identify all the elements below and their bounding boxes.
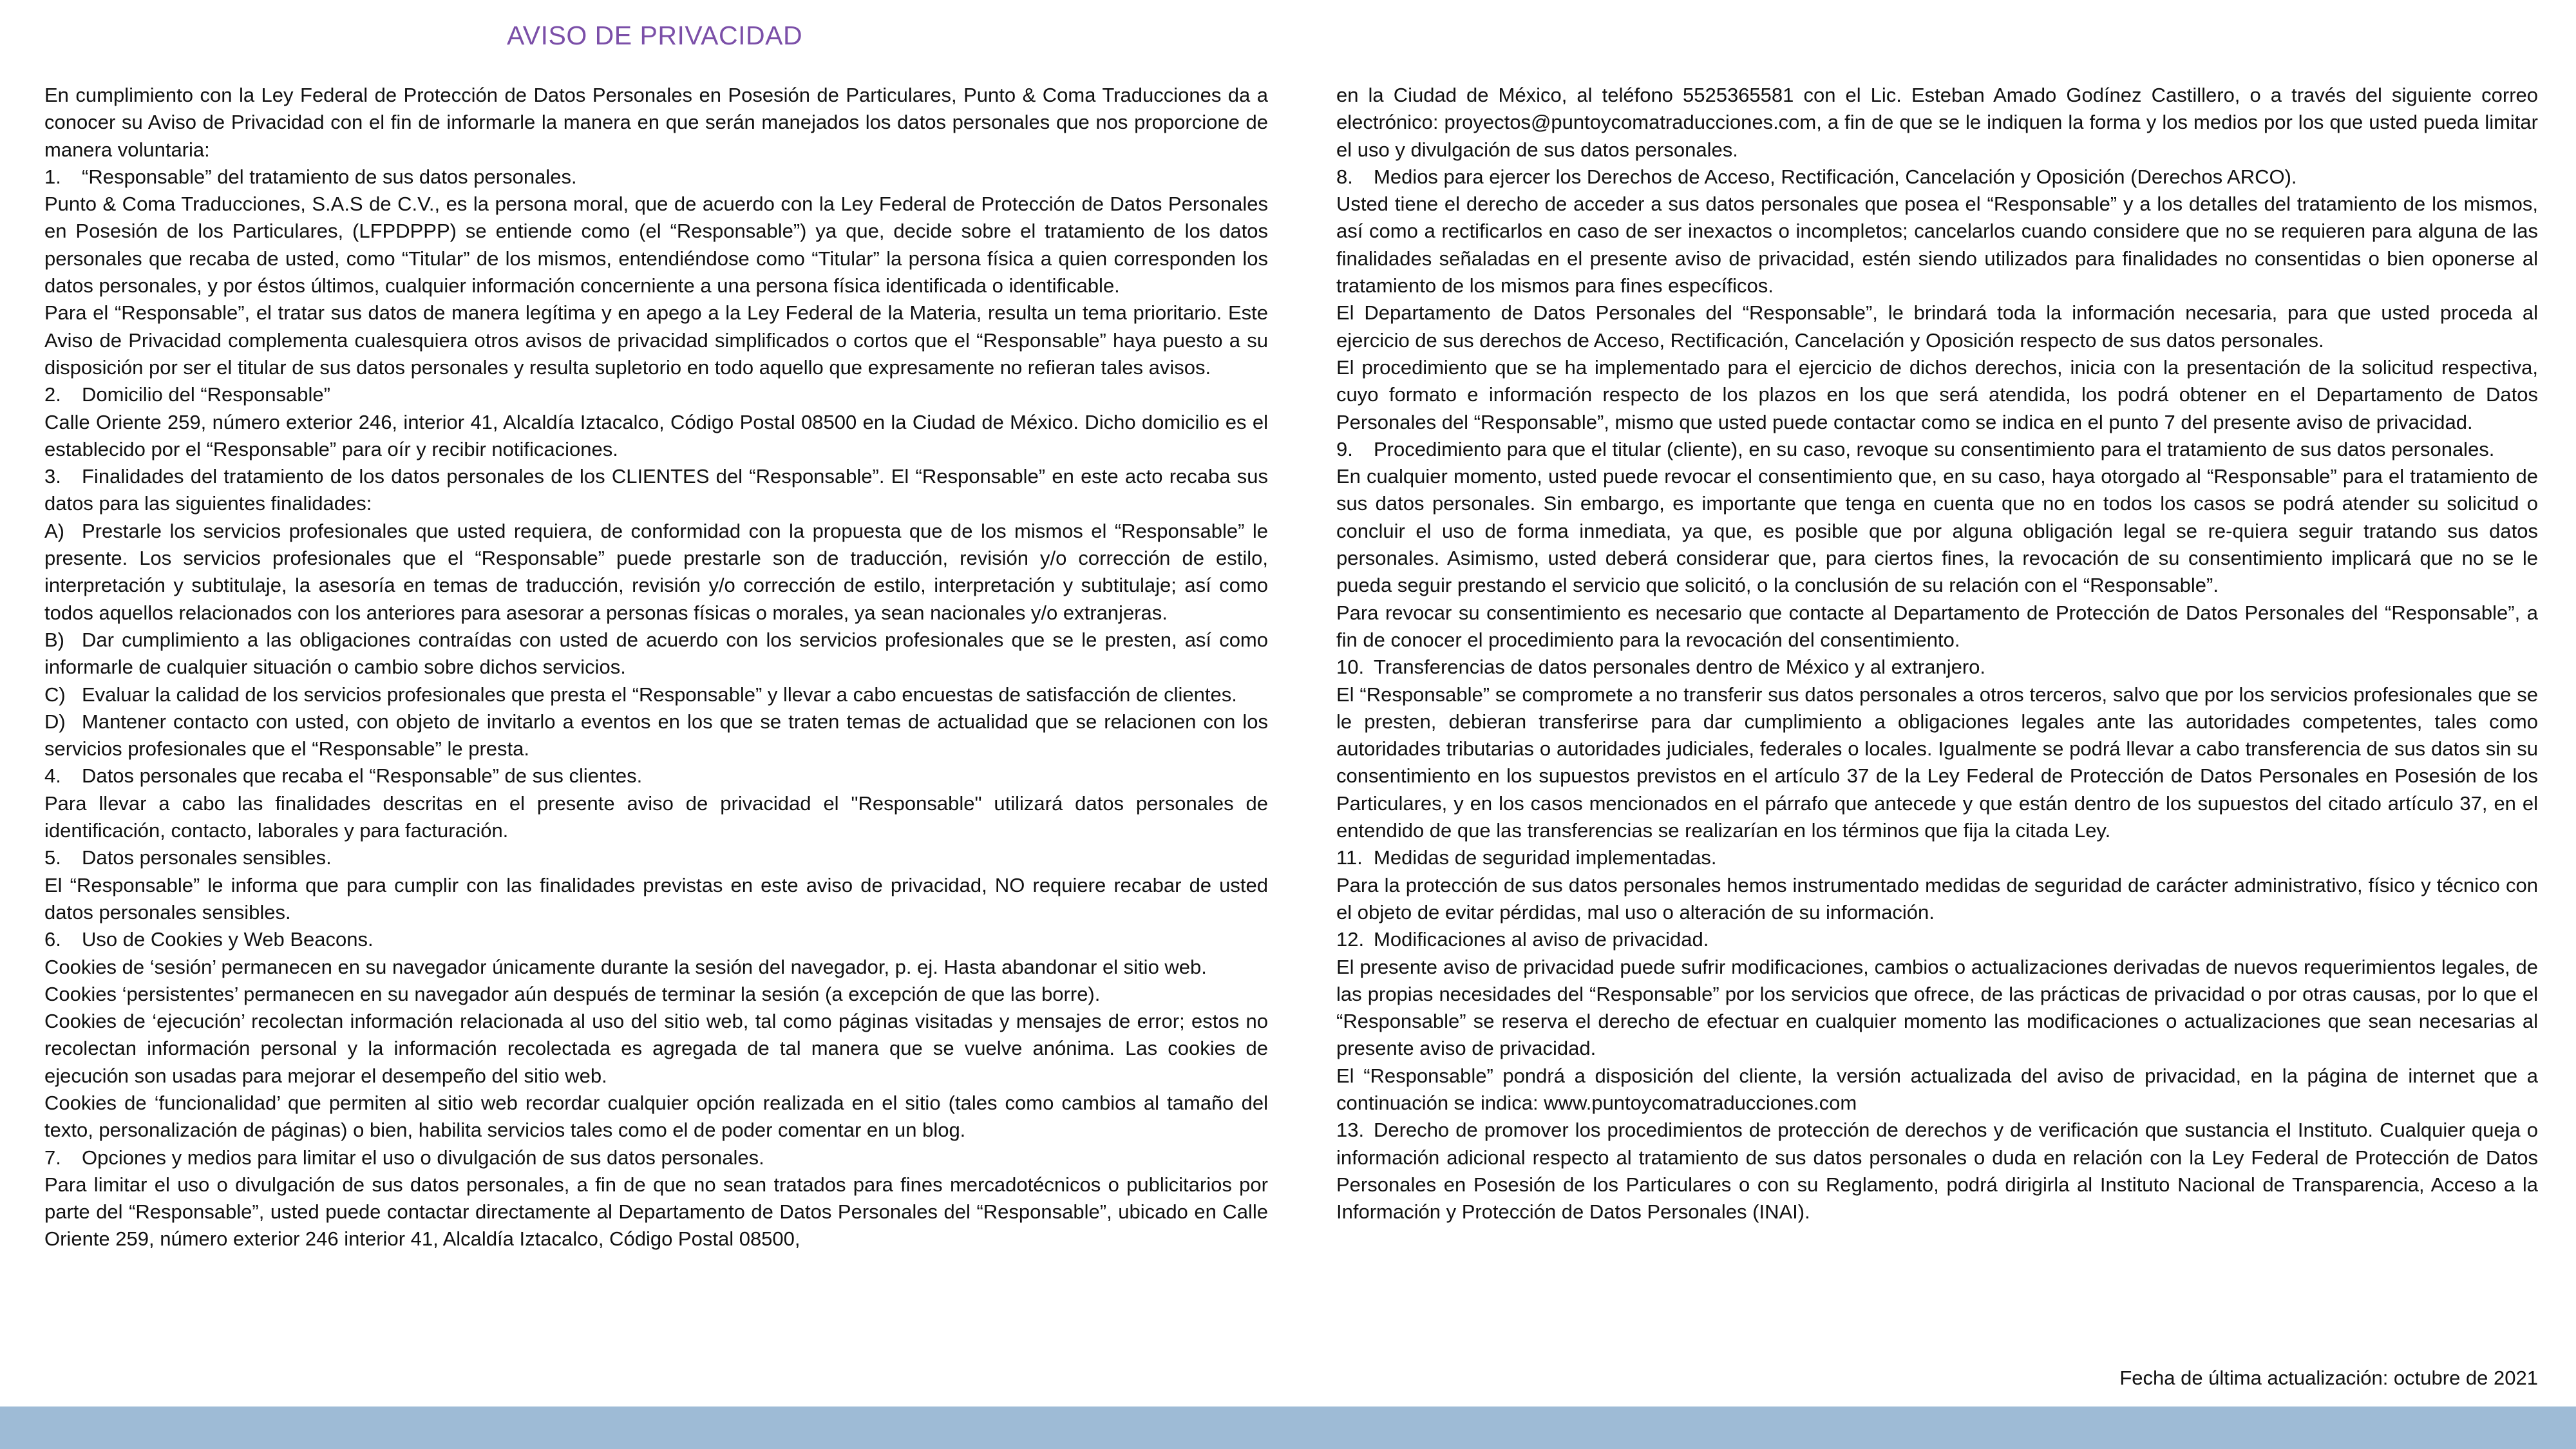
section-text: Medidas de seguridad implementadas. [1374, 846, 1717, 869]
section-number: 1. [44, 165, 61, 188]
paragraph [44, 518, 1268, 627]
section-number: 2. [44, 383, 61, 406]
section-number: 12. [1336, 928, 1365, 951]
section-number: 3. [44, 465, 61, 488]
paragraph: El “Responsable” le informa que para cumplir con las finalidades previstas en este aviso de privacidad, NO requiere recabar de usted datos personales sensibles. [44, 873, 1268, 923]
page-title: AVISO DE PRIVACIDAD [507, 21, 803, 50]
paragraph: En cumplimiento con la Ley Federal de Protección de Datos Personales en Posesión de Particulares, Punto & Coma Traducciones da a conocer su Aviso de Privacidad con el fin de informarle la manera en que serán manejados los datos personales que nos proporcione de manera voluntaria: [44, 84, 1268, 161]
section-text: Datos personales sensibles. [82, 846, 332, 869]
paragraph [44, 926, 1268, 953]
footer-band [0, 1406, 2576, 1449]
paragraph: Para el “Responsable”, el tratar sus datos de manera legítima y en apego a la Ley Federal de la Materia, resulta un tema prioritario. Este Aviso de Privacidad complementa cualesquiera otros avisos de privacidad simplificados o cortos que el “Responsable” haya puesto a su disposición por ser el titular de sus datos personales y resulta supletorio en todo aquello que expresamente no refieran tales avisos. [44, 301, 1268, 379]
section-number: 5. [44, 846, 61, 869]
paragraph [1336, 926, 2538, 953]
paragraph [44, 708, 1268, 763]
paragraph: Cookies de ‘ejecución’ recolectan información relacionada al uso del sitio web, tal como páginas visitadas y mensajes de error; estos no recolectan información personal y la información recolectada es agregada de tal manera que se vuelve anónima. Las cookies de ejecución son usadas para mejorar el desempeño del sitio web. [44, 1010, 1268, 1087]
section-number: 7. [44, 1146, 61, 1169]
section-text: “Responsable” del tratamiento de sus datos personales. [82, 165, 577, 188]
section-number: D) [44, 710, 66, 733]
section-number: 11. [1336, 846, 1363, 869]
paragraph: Punto & Coma Traducciones, S.A.S de C.V., es la persona moral, que de acuerdo con la Ley Federal de Protección de Datos Personales en Posesión de los Particulares, (LFPDPPP) se entiende como (el “Responsable”) ya que, decide sobre el tratamiento de los datos personales que recaba de usted, como “Titular” de los mismos, entendiéndose como “Titular” la persona física a quien corresponden los datos personales, y por éstos últimos, cualquier información concerniente a una persona física identificada o identificable. [44, 193, 1268, 298]
section-text: Mantener contacto con usted, con objeto de invitarlo a eventos en los que se traten temas de actualidad que se relacionen con los servicios profesionales que el “Responsable” le presta. [44, 710, 1268, 761]
paragraph: Para limitar el uso o divulgación de sus datos personales, a fin de que no sean tratados para fines mercadotécnicos o publicitarios por parte del “Responsable”, usted puede contactar directamente al Departamento de Datos Personales del “Responsable”, ubicado en Calle Oriente 259, número exterior 246 interior 41, Alcaldía Iztacalco, Código Postal 08500, [44, 1173, 1268, 1251]
section-number: C) [44, 683, 66, 706]
section-number: 9. [1336, 437, 1353, 460]
left-text-column [44, 82, 1268, 1253]
paragraph: Cookies ‘persistentes’ permanecen en su navegador aún después de terminar la sesión (a excepción de que las borre). [44, 982, 1101, 1005]
paragraph: Usted tiene el derecho de acceder a sus datos personales que posea el “Responsable” y a los detalles del tratamiento de los mismos, así como a rectificarlos en caso de ser inexactos o incompletos; cancelarlos cuando considere que no se requieren para alguna de las finalidades señaladas en el presente aviso de privacidad, estén siendo utilizados para finalidades no consentidas o bien oponerse al tratamiento de los mismos para fines específicos. [1336, 193, 2538, 298]
paragraph: Cookies de ‘sesión’ permanecen en su navegador únicamente durante la sesión del navegador, p. ej. Hasta abandonar el sitio web. [44, 955, 1207, 978]
section-number: 13. [1336, 1119, 1365, 1142]
section-text: Finalidades del tratamiento de los datos personales de los CLIENTES del “Responsable”. El “Responsable” en este acto recaba sus datos para las siguientes finalidades: [44, 465, 1268, 515]
paragraph [44, 164, 1268, 191]
section-number: B) [44, 628, 64, 651]
paragraph: En cualquier momento, usted puede revocar el consentimiento que, en su caso, haya otorgado al “Responsable” para el tratamiento de sus datos personales. Sin embargo, es importante que tenga en cuenta que no en todos los casos se podrá atender su solicitud o concluir el uso de forma inmediata, ya que, es posible que por alguna obligación legal se re-quiera seguir tratando sus datos personales. Asimismo, usted deberá considerar que, para ciertos fines, la revocación de su consentimiento implicará que no se le pueda seguir prestando el servicio que solicitó, o la conclusión de su relación con el “Responsable”. [1336, 465, 2538, 597]
paragraph [44, 381, 1268, 408]
section-text: Dar cumplimiento a las obligaciones contraídas con usted de acuerdo con los servicios profesionales que se le presten, así como informarle de cualquier situación o cambio sobre dichos servicios. [44, 628, 1268, 679]
section-number: 4. [44, 764, 61, 788]
paragraph [44, 681, 1268, 708]
paragraph: El Departamento de Datos Personales del “Responsable”, le brindará toda la información necesaria, para que usted proceda al ejercicio de sus derechos de Acceso, Rectificación, Cancelación y Oposición respecto de sus datos personales. [1336, 301, 2538, 352]
paragraph [1336, 654, 2538, 681]
paragraph [44, 844, 1268, 871]
paragraph: El “Responsable” se compromete a no transferir sus datos personales a otros terceros, salvo que por los servicios profesionales que se le presten, debieran transferirse para dar cumplimiento a obligaciones legales ante las autoridades competentes, tales como autoridades tributarias o autoridades judiciales, federales o locales. Igualmente se podrá llevar a cabo transferencia de sus datos sin su consentimiento en los supuestos previstos en el artículo 37 de la Ley Federal de Protección de Datos Personales en Posesión de los Particulares, y en los casos mencionados en el párrafo que antecede y que están dentro de los supuestos del citado artículo 37, en el entendido de que las transferencias se realizarían en los términos que fija la citada Ley. [1336, 683, 2538, 842]
section-text: Opciones y medios para limitar el uso o divulgación de sus datos personales. [82, 1146, 764, 1169]
section-text: Evaluar la calidad de los servicios profesionales que presta el “Responsable” y llevar a cabo encuestas de satisfacción de clientes. [82, 683, 1237, 706]
paragraph: Calle Oriente 259, número exterior 246, interior 41, Alcaldía Iztacalco, Código Postal 08500 en la Ciudad de México. Dicho domicilio es el establecido por el “Responsable” para oír y recibir notificaciones. [44, 410, 1268, 460]
section-text: Transferencias de datos personales dentro de México y al extranjero. [1374, 656, 1986, 679]
paragraph: El procedimiento que se ha implementado para el ejercicio de dichos derechos, inicia con la presentación de la solicitud respectiva, cuyo formato e información respecto de los plazos en los que será atendida, los podrá obtener en el Departamento de Datos Personales del “Responsable”, mismo que usted puede contactar como se indica en el punto 7 del presente aviso de privacidad. [1336, 355, 2538, 433]
paragraph: Cookies de ‘funcionalidad’ que permiten al sitio web recordar cualquier opción realizada en el sitio (tales como cambios al tamaño del texto, personalización de páginas) o bien, habilita servicios tales como el de poder comentar en un blog. [44, 1091, 1268, 1142]
paragraph: El “Responsable” pondrá a disposición del cliente, la versión actualizada del aviso de privacidad, en la página de internet que a continuación se indica: www.puntoycomatraducciones.com [1336, 1064, 2538, 1114]
paragraph [44, 1144, 1268, 1171]
paragraph [44, 762, 1268, 790]
section-text: Derecho de promover los procedimientos de protección de derechos y de verificación que sustancia el Instituto. Cualquier queja o información adicional respecto al tratamiento de sus datos personales o duda en relación con la Ley Federal de Protección de Datos Personales en Posesión de los Particulares o con su Reglamento, podrá dirigirla al Instituto Nacional de Transparencia, Acceso a la Información y Protección de Datos Personales (INAI). [1336, 1119, 2538, 1224]
paragraph: Para llevar a cabo las finalidades descritas en el presente aviso de privacidad el "Responsable" utilizará datos personales de identificación, contacto, laborales y para facturación. [44, 791, 1268, 842]
section-number: 6. [44, 928, 61, 951]
paragraph: Para revocar su consentimiento es necesario que contacte al Departamento de Protección de Datos Personales del “Responsable”, a fin de conocer el procedimiento para la revocación del consentimiento. [1336, 601, 2538, 651]
section-text: Datos personales que recaba el “Responsable” de sus clientes. [82, 764, 643, 788]
last-updated-date: Fecha de última actualización: octubre de 2021 [2119, 1367, 2538, 1389]
paragraph [1336, 436, 2538, 463]
section-text: Domicilio del “Responsable” [82, 383, 330, 406]
paragraph [1336, 1117, 2538, 1226]
section-number: 10. [1336, 656, 1365, 679]
paragraph: Para la protección de sus datos personales hemos instrumentado medidas de seguridad de carácter administrativo, físico y técnico con el objeto de evitar pérdidas, mal uso o alteración de su información. [1336, 873, 2538, 923]
section-text: Procedimiento para que el titular (cliente), en su caso, revoque su consentimiento para el tratamiento de sus datos personales. [1374, 437, 2495, 460]
section-text: Uso de Cookies y Web Beacons. [82, 928, 374, 951]
paragraph: en la Ciudad de México, al teléfono 5525365581 con el Lic. Esteban Amado Godínez Castillero, o a través del siguiente correo electrónico: proyectos@puntoycomatraducciones.com, a fin de que se le indiquen la forma y los medios por los que usted pueda limitar el uso y divulgación de sus datos personales. [1336, 84, 2538, 161]
paragraph [1336, 844, 2538, 871]
paragraph [1336, 164, 2538, 191]
paragraph [44, 627, 1268, 681]
paragraph [44, 463, 1268, 518]
section-number: 8. [1336, 165, 1353, 188]
section-text: Modificaciones al aviso de privacidad. [1374, 928, 1709, 951]
section-number: A) [44, 519, 64, 542]
paragraph: El presente aviso de privacidad puede sufrir modificaciones, cambios o actualizaciones derivadas de nuevos requerimientos legales, de las propias necesidades del “Responsable” por los servicios que ofrece, de las prácticas de privacidad o por otras causas, por lo que el “Responsable” se reserva el derecho de efectuar en cualquier momento las modificaciones o actualizaciones que sean necesarias al presente aviso de privacidad. [1336, 955, 2538, 1060]
right-text-column [1336, 82, 2538, 1226]
section-text: Prestarle los servicios profesionales que usted requiera, de conformidad con la propuesta que de los mismos el “Responsable” le presente. Los servicios profesionales que el “Responsable” puede prestarle son de traducción, revisión y/o corrección de estilo, interpretación y subtitulaje, la asesoría en temas de traducción, revisión y/o corrección de estilo, interpretación y subtitulaje; así como todos aquellos relacionados con los anteriores para asesorar a personas físicas o morales, ya sean nacionales y/o extranjeras. [44, 519, 1268, 624]
section-text: Medios para ejercer los Derechos de Acceso, Rectificación, Cancelación y Oposición (Derechos ARCO). [1374, 165, 2297, 188]
